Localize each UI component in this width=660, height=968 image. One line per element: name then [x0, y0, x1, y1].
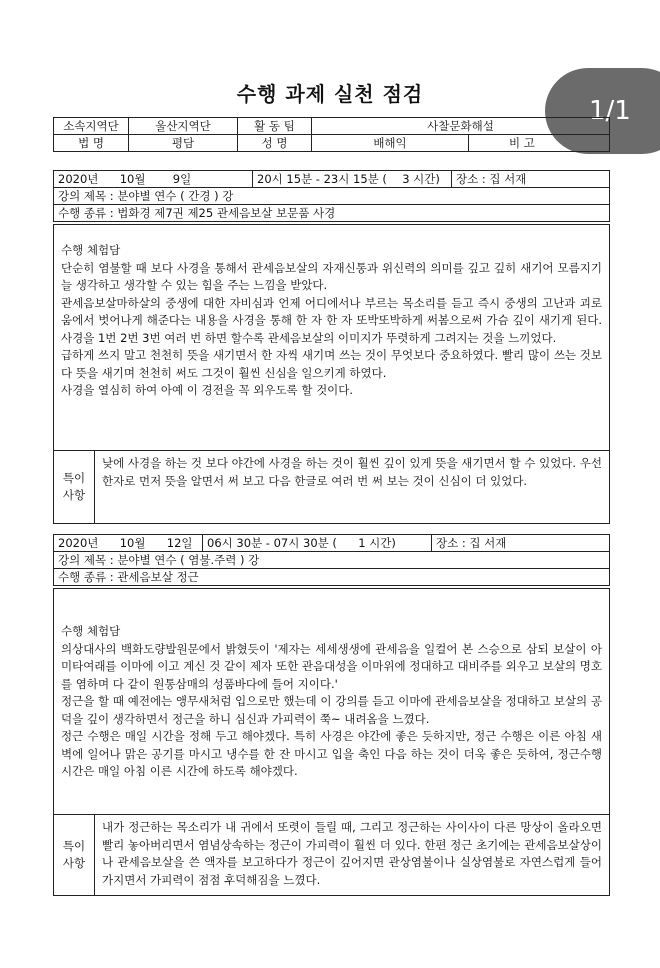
entry-1-paragraph: 관세음보살마하살의 중생에 대한 자비심과 언제 어디에서나 부르는 목소리를 듣고 즉시 중생의 고난과 괴로움에서 벗어나게 해준다는 내용을 사경을 통해 한 자 한 자 또박또박하게 써봄으로써 가슴 깊이 새기게 된다. 사경을 1번 2번 3번 여러 번 하면 할수록 관세음보살의 이미지가 뚜렷하게 그려지는 것을 느끼었다. [61, 295, 602, 345]
page-indicator-badge: 1/1 [545, 68, 660, 154]
entry-2-year: 2020년 [58, 536, 99, 550]
page-title: 수행 과제 실천 점검 [236, 82, 424, 106]
entry-1-year: 2020년 [58, 172, 99, 186]
entry-2-date [54, 535, 203, 552]
entry-2-experience-title: 수행 체험담 [61, 624, 121, 638]
entry-1-note-label [54, 451, 95, 523]
entry-1-time-range: 20시 15분 - 23시 15분 ( [257, 172, 387, 186]
dharma-value: 평담 [129, 135, 238, 152]
entry-2-hours: 1 시간) [358, 536, 396, 550]
entry-1-day: 9일 [172, 172, 192, 186]
entry-2-experience-box [53, 588, 610, 815]
remarks-label: 비 고 [469, 135, 610, 152]
entry-2-note-label [54, 815, 95, 895]
entry-2-paragraph: 정근 수행은 매일 시간을 정해 두고 해야겠다. 특히 사경은 야간에 좋은 듯하지만, 정근 수행은 이른 아침 새벽에 일어나 맑은 공기를 마시고 냉수를 한 잔 마시고 입을 축인 다음 하는 것이 더욱 좋은 듯하여, 정근수행 시간은 매일 아침 이른 시간에 하도록 해야겠다. [61, 729, 602, 778]
entry-2-time [203, 535, 432, 552]
header-info-table [53, 117, 610, 152]
name-value: 배해익 [312, 135, 469, 152]
entry-2-note-box [53, 814, 610, 896]
entry-1-lecture: 강의 제목 : 분야별 연수 ( 간경 ) 강 [54, 188, 610, 205]
name-label: 성 명 [238, 135, 312, 152]
entry-1-paragraph: 사경을 열심히 하여 아예 이 경전을 꼭 외우도록 할 것이다. [61, 383, 354, 397]
entry-2-month: 10월 [119, 536, 146, 550]
entry-1-experience-box [53, 224, 610, 451]
entry-2-place: 장소 : 집 서재 [432, 535, 610, 552]
entry-2-note-label-line1: 특이 [62, 839, 86, 853]
entry-1-paragraph: 급하게 쓰지 말고 천천히 뜻을 새기면서 한 자씩 새기며 쓰는 것이 무엇보다 중요하였다. 빨리 많이 쓰는 것보다 뜻을 새기며 천천히 써도 그것이 훨씬 신심을 일으키게 하였다. [61, 348, 602, 380]
entry-2-meta-table [53, 534, 610, 586]
entry-2-paragraph: 의상대사의 백화도량발원문에서 밝혔듯이 '제자는 세세생생에 관세음을 일컬어 본 스승으로 삼되 보살이 아미타여래를 이마에 이고 계신 것 같이 제자 또한 관음대성을 이마위에 정대하고 대비주를 외우고 보살의 명호를 염하며 다 같이 원통삼매의 성품바다에 들어 지이다.' [61, 641, 602, 691]
entry-1-note-text: 낮에 사경을 하는 것 보다 야간에 사경을 하는 것이 훨씬 깊이 있게 뜻을 새기면서 할 수 있었다. 우선 한자로 먼저 뜻을 알면서 써 보고 다음 한글로 여러 번 써 보는 것이 신심이 더 있었다. [102, 456, 602, 488]
entry-1-note-label-line2: 사항 [62, 488, 86, 502]
entry-1-time [253, 171, 452, 188]
entry-2-practice: 수행 종류 : 관세음보살 정근 [54, 569, 610, 586]
entry-2-paragraph: 정근을 할 때 예전에는 앵무새처럼 입으로만 했는데 이 강의를 듣고 이마에 관세음보살을 정대하고 보살의 공덕을 깊이 생각하면서 정근을 하니 심신과 가피력이 쭉~ 내려옴을 느꼈다. [61, 694, 602, 726]
entry-1-experience-title: 수행 체험담 [61, 243, 121, 257]
entry-1-month: 10월 [119, 172, 146, 186]
region-label: 소속지역단 [54, 118, 129, 135]
entry-1-place: 장소 : 집 서재 [452, 171, 610, 188]
entry-2-day: 12일 [166, 536, 193, 550]
entry-2-note-label-line2: 사항 [62, 856, 86, 870]
team-value: 사찰문화해설 [312, 118, 610, 135]
entry-1-date [54, 171, 253, 188]
entry-2-lecture: 강의 제목 : 분야별 연수 ( 염불.주력 ) 강 [54, 552, 610, 569]
region-value: 울산지역단 [129, 118, 238, 135]
entry-2-time-range: 06시 30분 - 07시 30분 ( [207, 536, 337, 550]
entry-1-paragraph: 단순히 염불할 때 보다 사경을 통해서 관세음보살의 자재신통과 위신력의 의미를 깊고 깊히 새기어 모름지기 늘 생각하고 생각할 수 있는 힘을 주는 느낌을 받았다. [61, 260, 602, 292]
entry-1-practice: 수행 종류 : 법화경 제7권 제25 관세음보살 보문품 사경 [54, 205, 610, 222]
dharma-label: 법 명 [54, 135, 129, 152]
entry-1-hours: 3 시간) [402, 172, 440, 186]
entry-1-note-box [53, 450, 610, 524]
entry-1-note-label-line1: 특이 [62, 471, 86, 485]
entry-1-meta-table [53, 170, 610, 222]
entry-2-note-text: 내가 정근하는 목소리가 내 귀에서 또렷이 들릴 때, 그리고 정근하는 사이사이 다른 망상이 올라오면 빨리 놓아버리면서 염념상속하는 정근이 가피력이 훨씬 더 있다. 한편 정근 초기에는 관세음보살상이나 관세음보살을 쓴 액자를 보고하다가 정근이 깊어지면 관상염불이나 실상염불로 자연스럽게 들어가지면서 가피력이 점점 후덕해짐을 느꼈다. [102, 820, 602, 887]
team-label: 활 동 팀 [238, 118, 312, 135]
